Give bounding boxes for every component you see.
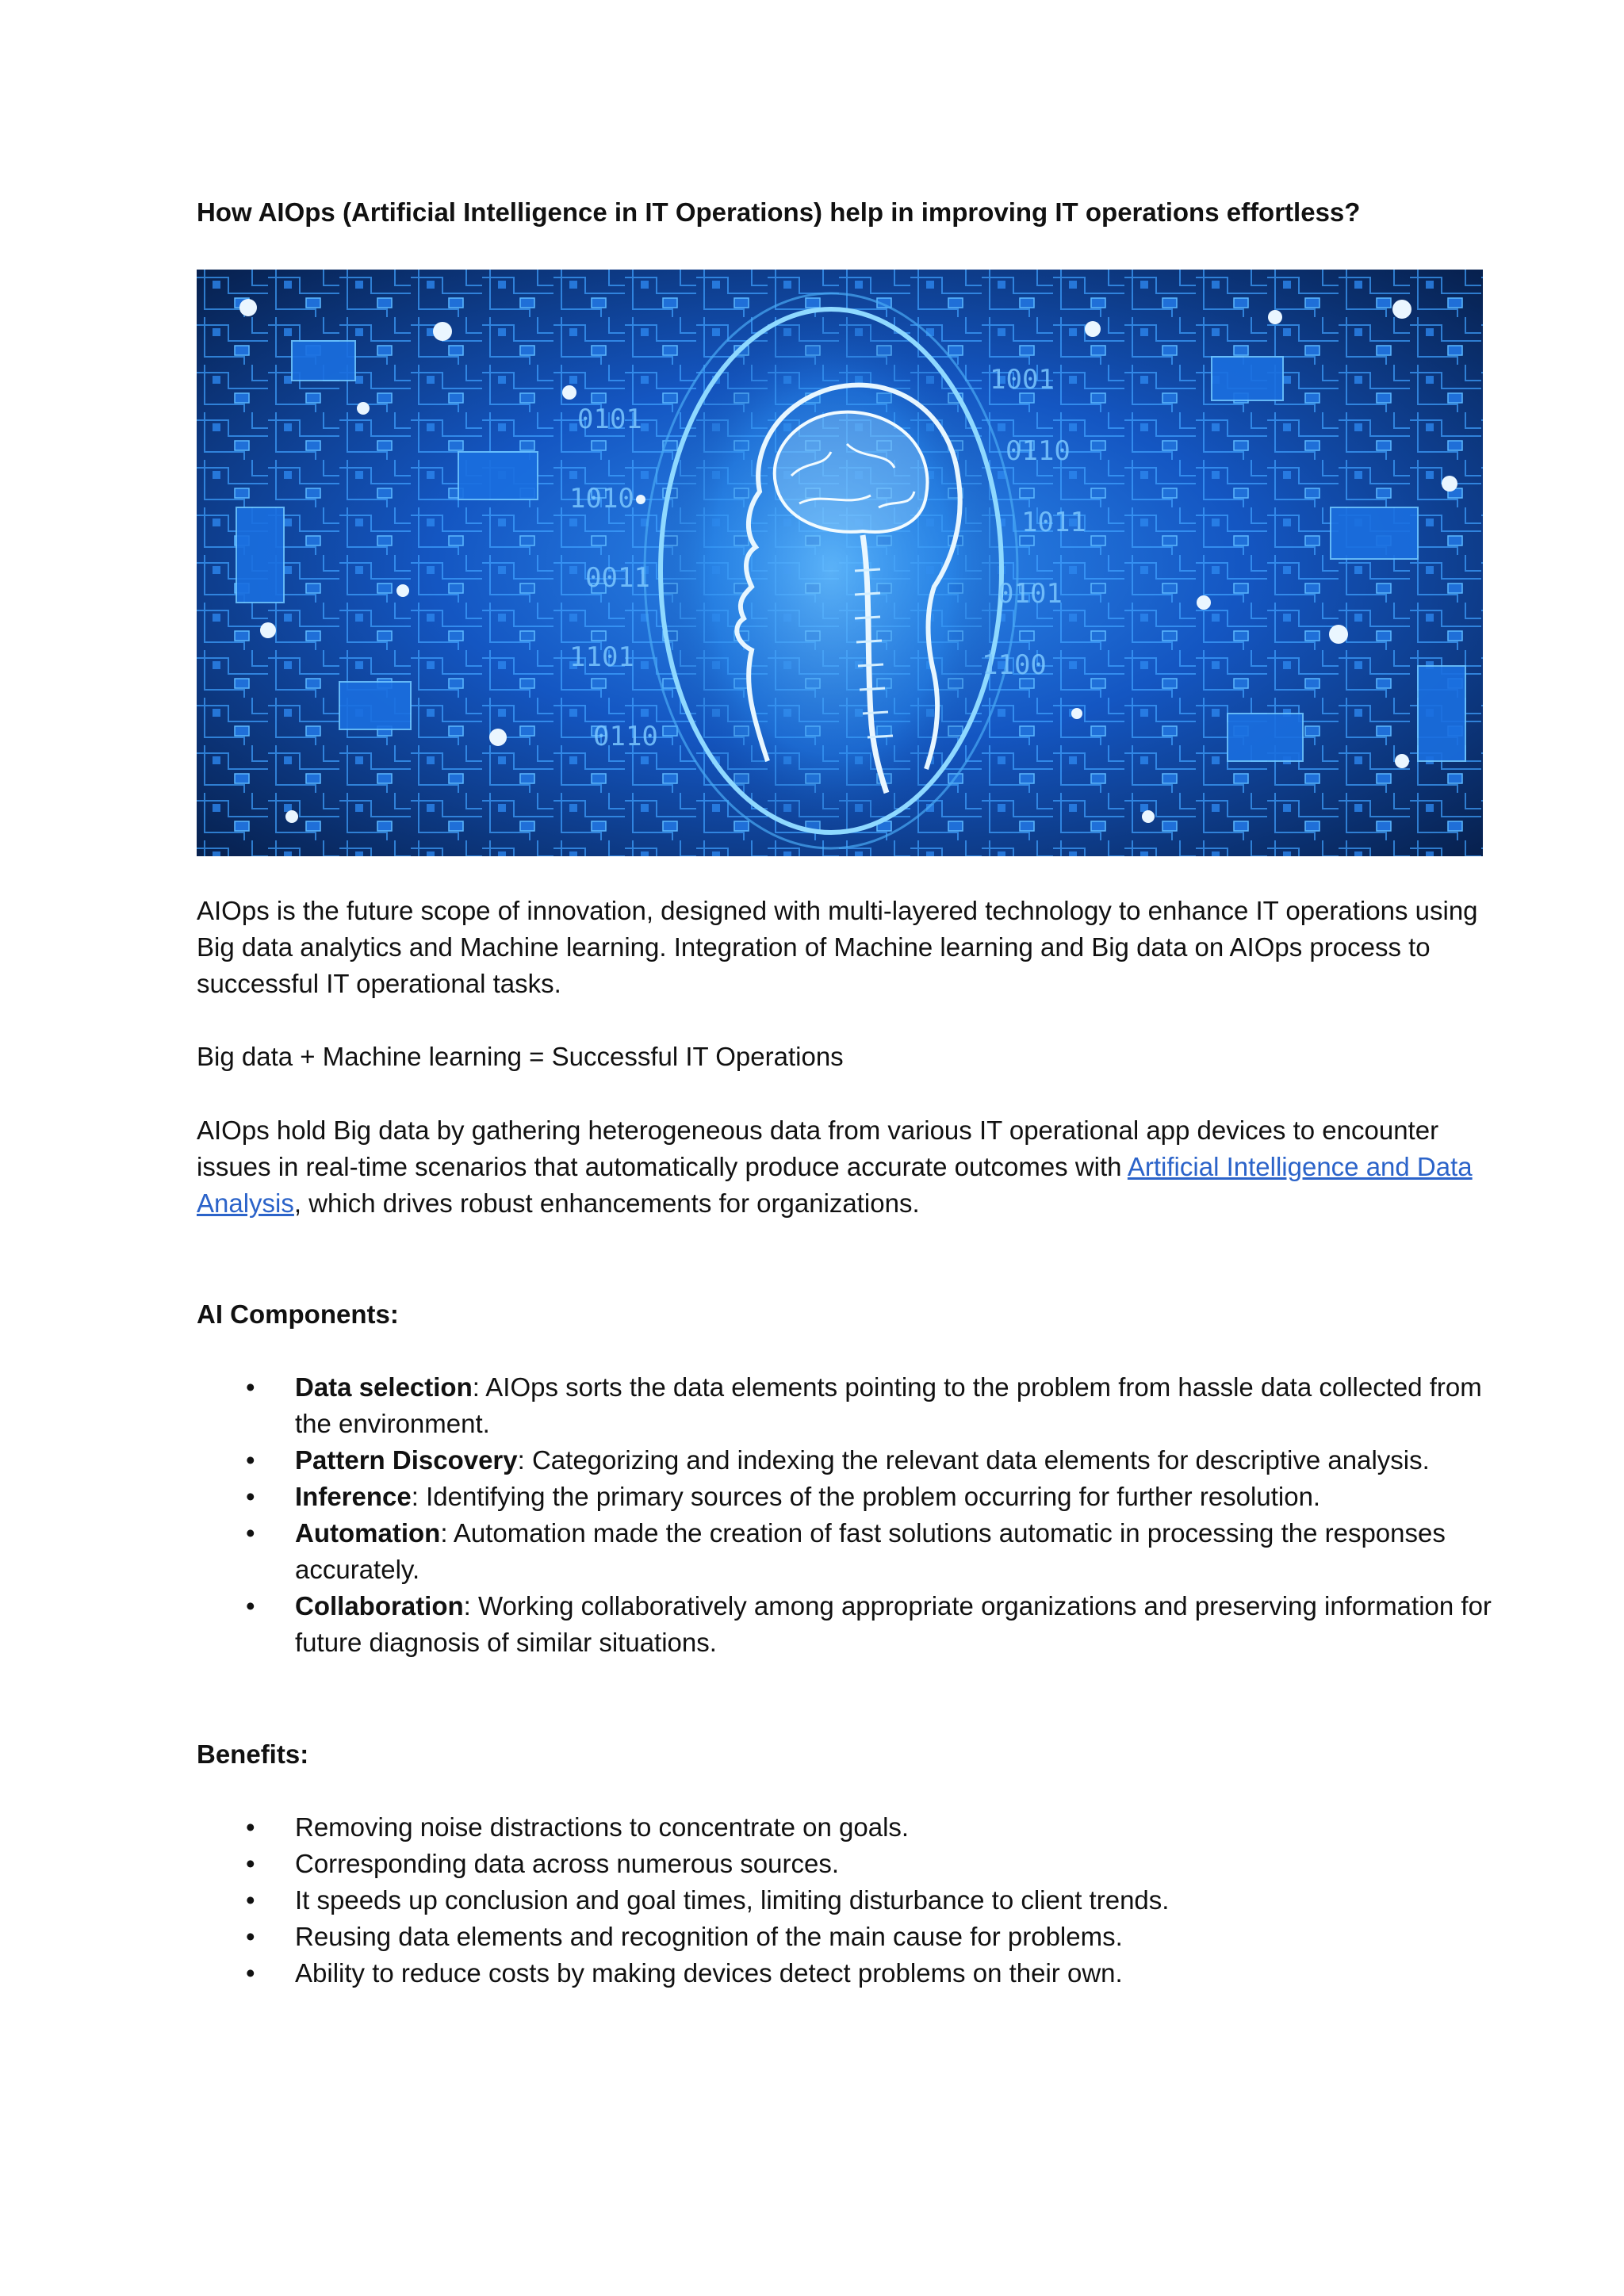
benefit-text: Corresponding data across numerous sources.	[295, 1849, 840, 1878]
benefit-item	[197, 1919, 1497, 1955]
hero-image	[197, 270, 1483, 856]
benefit-item	[197, 1809, 1497, 1846]
svg-text:1101: 1101	[569, 641, 634, 673]
bullet-icon: •	[246, 1922, 255, 1951]
component-description: : Identifying the primary sources of the problem occurring for further resolution.	[411, 1482, 1321, 1511]
component-term: Inference	[295, 1482, 412, 1511]
component-term: Pattern Discovery	[295, 1445, 518, 1475]
benefits-heading: Benefits:	[197, 1739, 309, 1769]
component-term: Automation	[295, 1518, 441, 1548]
component-description: : Working collaboratively among appropriate organizations and preserving information for future diagnosis of similar situations.	[295, 1591, 1492, 1657]
benefit-text: Ability to reduce costs by making devices detect problems on their own.	[295, 1958, 1123, 1988]
aiops-text-after-link: , which drives robust enhancements for organizations.	[293, 1188, 920, 1218]
benefit-item	[197, 1846, 1497, 1882]
ai-data-analysis-link[interactable]: Artificial Intelligence and Data Analysis	[197, 1152, 1473, 1218]
bullet-icon: •	[246, 1372, 255, 1402]
benefit-text: It speeds up conclusion and goal times, limiting disturbance to client trends.	[295, 1885, 1170, 1915]
svg-text:0110: 0110	[1005, 435, 1071, 467]
svg-text:0101: 0101	[998, 578, 1063, 610]
component-term: Collaboration	[295, 1591, 464, 1621]
ai-brain-circuit-icon	[197, 270, 1483, 856]
document-title: How AIOps (Artificial Intelligence in IT Operations) help in improving IT operations effortless?	[197, 197, 1361, 227]
svg-text:1010: 1010	[569, 483, 634, 515]
bullet-icon: •	[246, 1518, 255, 1548]
svg-text:0011: 0011	[585, 562, 650, 594]
bullet-icon: •	[246, 1958, 255, 1988]
svg-text:1100: 1100	[982, 649, 1047, 681]
benefit-item	[197, 1882, 1497, 1919]
benefit-text: Reusing data elements and recognition of the main cause for problems.	[295, 1922, 1123, 1951]
svg-text:1011: 1011	[1021, 507, 1086, 538]
aiops-paragraph	[197, 1112, 1497, 1222]
component-item	[197, 1442, 1497, 1479]
bullet-icon: •	[246, 1445, 255, 1475]
svg-text:1001: 1001	[990, 364, 1055, 396]
components-heading: AI Components:	[197, 1299, 399, 1329]
bullet-icon: •	[246, 1591, 255, 1621]
svg-text:0101: 0101	[577, 404, 642, 435]
component-item	[197, 1515, 1497, 1588]
bullet-icon: •	[246, 1812, 255, 1842]
component-item	[197, 1369, 1497, 1442]
component-description: : AIOps sorts the data elements pointing to the problem from hassle data collected from the environment.	[295, 1372, 1482, 1438]
svg-text:0110: 0110	[593, 721, 658, 752]
bullet-icon: •	[246, 1849, 255, 1878]
benefit-text: Removing noise distractions to concentrate on goals.	[295, 1812, 910, 1842]
benefit-item	[197, 1955, 1497, 1992]
bullet-icon: •	[246, 1885, 255, 1915]
aiops-text-before-link: AIOps hold Big data by gathering heterogeneous data from various IT operational app devices to encounter issues in real-time scenarios that automatically produce accurate outcomes with	[197, 1115, 1439, 1181]
formula-text: Big data + Machine learning = Successful IT Operations	[197, 1042, 844, 1071]
component-description: : Automation made the creation of fast solutions automatic in processing the responses accurately.	[295, 1518, 1446, 1584]
component-item	[197, 1479, 1497, 1515]
components-list	[197, 1369, 1497, 1661]
benefits-list	[197, 1809, 1497, 1992]
intro-paragraph	[197, 893, 1497, 1002]
component-description: : Categorizing and indexing the relevant data elements for descriptive analysis.	[517, 1445, 1430, 1475]
component-term: Data selection	[295, 1372, 473, 1402]
bullet-icon: •	[246, 1482, 255, 1511]
intro-text: AIOps is the future scope of innovation, designed with multi-layered technology to enhance IT operations using Big data analytics and Machine learning. Integration of Machine learning and Big data on AIOps process to successful IT operational tasks.	[197, 896, 1478, 998]
formula-line	[197, 1039, 1497, 1075]
component-item	[197, 1588, 1497, 1661]
aiops-text	[197, 1112, 1497, 1222]
